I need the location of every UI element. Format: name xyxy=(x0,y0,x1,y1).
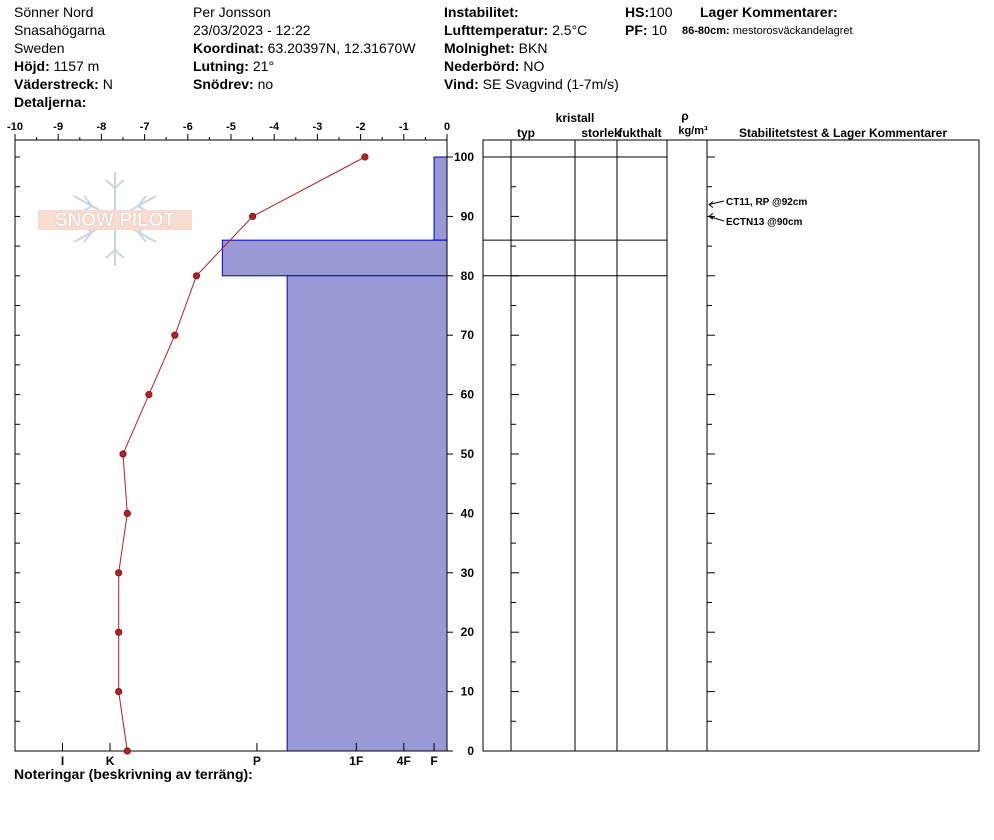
wind-label: Vind: xyxy=(444,76,479,92)
logo-text: SNOW PILOT xyxy=(54,210,176,231)
col-rho-header: ρ xyxy=(681,109,689,123)
col-fukthalt-header: fukthalt xyxy=(618,126,662,140)
hs-value: 100 xyxy=(649,4,673,20)
col-typ-header: typ xyxy=(517,126,535,140)
precip-value: NO xyxy=(523,58,545,74)
height-tick-label: 0 xyxy=(467,744,474,758)
hardness-label: F xyxy=(430,754,438,768)
pf-label: PF: xyxy=(625,22,648,38)
temperature-point xyxy=(172,332,178,338)
height-tick-label: 100 xyxy=(453,150,474,164)
height-tick-label: 20 xyxy=(460,625,474,640)
temp-tick-label: -2 xyxy=(355,121,366,133)
country: Sweden xyxy=(14,40,65,56)
drift-value: no xyxy=(257,76,274,92)
temperature-point xyxy=(362,154,368,160)
snowpilot-logo xyxy=(38,172,192,266)
notes-label: Noteringar (beskrivning av terräng): xyxy=(14,766,253,782)
temperature-point xyxy=(146,391,152,397)
temperature-point xyxy=(120,451,126,457)
hardness-label: I xyxy=(60,754,65,768)
elevation-value: 1157 m xyxy=(53,58,100,74)
temperature-point xyxy=(124,748,130,754)
temp-tick-label: -4 xyxy=(269,121,280,133)
region: Snasahögarna xyxy=(14,22,106,38)
hardness-label: P xyxy=(252,754,261,768)
height-tick-label: 10 xyxy=(460,684,474,699)
height-tick-label: 40 xyxy=(460,506,474,521)
temperature-point xyxy=(249,213,255,219)
temp-tick-label: -6 xyxy=(182,121,193,133)
slope-label: Lutning: xyxy=(193,58,249,74)
coord-value: 63.20397N, 12.31670W xyxy=(267,40,416,56)
location-name: Sönner Nord xyxy=(14,4,94,20)
height-tick-label: 90 xyxy=(460,209,474,224)
height-tick-label: 30 xyxy=(460,565,474,580)
temp-tick-label: -8 xyxy=(96,121,107,133)
temperature-point xyxy=(193,273,199,279)
precip-label: Nederbörd: xyxy=(444,58,520,74)
layer-table xyxy=(483,109,979,751)
datetime: 23/03/2023 - 12:22 xyxy=(193,22,311,38)
temp-tick-label: 0 xyxy=(443,121,451,133)
table-frame xyxy=(483,140,979,751)
elevation-label: Höjd: xyxy=(14,58,50,74)
drift-label: Snödrev: xyxy=(193,76,254,92)
pf-value: 10 xyxy=(651,22,668,38)
temp-tick-label: -3 xyxy=(312,121,323,133)
air-temp-value: 2.5°C xyxy=(552,22,588,38)
sky-label: Molnighet: xyxy=(444,40,515,56)
stability-test-label: ECTN13 @90cm xyxy=(726,217,803,228)
temp-tick-label: -1 xyxy=(398,121,409,133)
details-label: Detaljerna: xyxy=(14,94,87,110)
height-tick-label: 50 xyxy=(460,447,474,461)
hardness-bar xyxy=(434,157,447,240)
temperature-point xyxy=(115,688,121,694)
col-storlek-header: storlek xyxy=(581,126,621,140)
col-rho-unit: kg/m³ xyxy=(678,125,708,137)
sky-value: BKN xyxy=(518,40,548,56)
layer-comments-label: Lager Kommentarer: xyxy=(700,4,838,20)
hardness-label: 1F xyxy=(349,754,364,768)
temperature-point xyxy=(124,510,130,516)
aspect-label: Väderstreck: xyxy=(14,76,99,92)
temp-tick-label: -7 xyxy=(139,121,150,133)
stability-test-label: CT11, RP @92cm xyxy=(726,197,808,208)
temp-tick-label: -5 xyxy=(226,121,236,133)
col-kristall-header: kristall xyxy=(555,111,595,125)
height-tick-label: 70 xyxy=(460,328,474,343)
hs-label: HS: xyxy=(625,4,650,20)
slope-value: 21° xyxy=(252,58,275,74)
hardness-label: K xyxy=(105,754,115,768)
hardness-label: 4F xyxy=(396,754,411,768)
air-temp-label: Lufttemperatur: xyxy=(444,22,549,38)
observer: Per Jonsson xyxy=(193,4,271,20)
coord-label: Koordinat: xyxy=(193,40,264,56)
instability-label: Instabilitet: xyxy=(444,4,519,20)
hardness-bar xyxy=(287,276,447,751)
col-stability-header: Stabilitetstest & Lager Kommentarer xyxy=(738,126,948,140)
temp-tick-label: -10 xyxy=(7,121,23,133)
temperature-point xyxy=(115,629,121,635)
temp-tick-label: -9 xyxy=(53,121,64,133)
hardness-bar xyxy=(222,240,447,276)
temperature-point xyxy=(115,570,121,576)
aspect-value: N xyxy=(102,76,113,92)
wind-value: SE Svagvind (1-7m/s) xyxy=(482,76,619,92)
height-tick-label: 60 xyxy=(460,387,474,402)
layer-comment-range: 86-80cm: xyxy=(682,25,730,37)
layer-comment-text: mestorosväckandelagret xyxy=(732,25,853,37)
height-tick-label: 80 xyxy=(460,268,474,283)
